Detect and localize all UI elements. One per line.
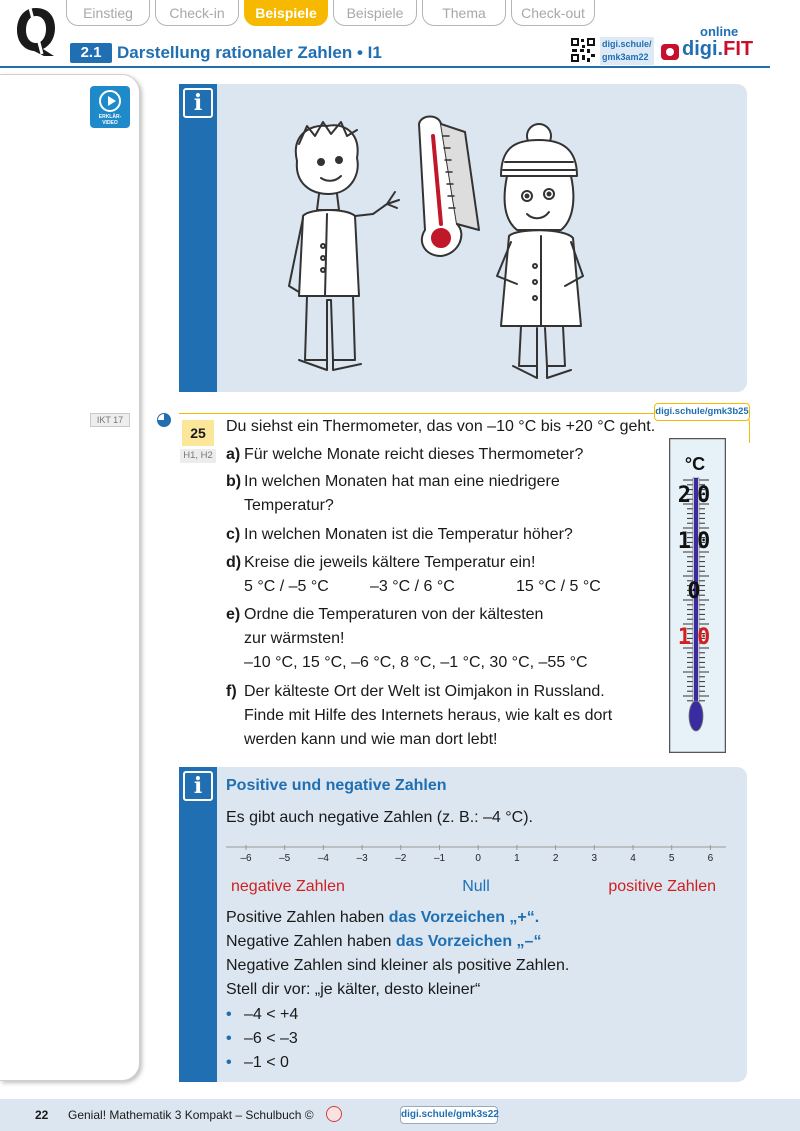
illustration-info-box xyxy=(179,84,747,392)
subtask-text-line2: zur wärmsten! xyxy=(244,630,345,647)
number-line-tick-label: 4 xyxy=(630,853,636,864)
tab-beispiele[interactable]: Beispiele xyxy=(333,0,417,26)
subtask-letter: d xyxy=(226,554,236,571)
negative-sign-rule xyxy=(226,931,541,953)
number-line-tick-label: –5 xyxy=(279,853,291,864)
comparison-bullet: • –4 < +4 xyxy=(226,1006,299,1023)
digifit-logo-icon xyxy=(660,43,680,61)
number-line-tick-label: –1 xyxy=(433,853,446,864)
subtask-text: Kreise die jeweils kältere Temperatur ein! xyxy=(244,554,536,571)
thermometer-drawing xyxy=(419,117,479,257)
subtask-text-line3: werden kann und wie man dort lebt! xyxy=(244,731,498,748)
digifit-suffix: FIT xyxy=(723,38,754,60)
video-label xyxy=(99,114,122,126)
number-line-tick-label: 2 xyxy=(552,853,559,864)
page-number: 22 xyxy=(35,1108,49,1122)
ikt-badge: IKT 17 xyxy=(90,413,130,427)
time-indicator-icon xyxy=(157,413,171,427)
subtask-b: b) In welchen Monaten hat man eine niedrigere Temperatur? xyxy=(226,470,241,494)
number-line-tick-label: –2 xyxy=(395,853,407,864)
number-line-tick-label: –6 xyxy=(240,853,252,864)
chapter-nav-tabs xyxy=(66,0,595,26)
info-title: Positive und negative Zahlen xyxy=(226,777,447,794)
rule-info-box xyxy=(179,767,747,1082)
info-icon: i xyxy=(183,88,213,118)
task-intro: Du siehst ein Thermometer, das von –10 °C bis +20 °C geht. xyxy=(226,418,656,435)
subtask-text: In welchen Monaten hat man eine niedrigere xyxy=(244,473,560,490)
number-line-ticks xyxy=(240,845,713,864)
subtask-text-line2: Temperatur? xyxy=(244,497,334,514)
publisher-seal-icon xyxy=(326,1106,342,1122)
thermometer-unit: °C xyxy=(684,454,706,474)
tab-check-in[interactable]: Check-in xyxy=(155,0,239,26)
page-footer xyxy=(0,1099,800,1131)
number-line xyxy=(226,845,731,905)
positive-numbers-label: positive Zahlen xyxy=(608,878,716,895)
subtask-text: Für welche Monate reicht dieses Thermometer? xyxy=(244,446,584,463)
footer-digi-link[interactable]: digi.schule/gmk3s22 xyxy=(400,1106,498,1124)
bullet-text: –1 < 0 xyxy=(244,1054,289,1071)
info-intro-line: Es gibt auch negative Zahlen (z. B.: –4 °C). xyxy=(226,809,533,826)
subtask-letter: f xyxy=(226,683,232,700)
publisher-logo-icon xyxy=(14,4,58,56)
book-title: Genial! Mathematik 3 Kompakt – Schulbuch © xyxy=(68,1108,314,1122)
comparison-bullet: • –6 < –3 xyxy=(226,1030,298,1047)
thermometer-scale xyxy=(669,438,726,753)
task-number: 25 xyxy=(182,420,214,446)
subtask-f: f) Der kälteste Ort der Welt ist Oimjakon in Russland. Finde mit Hilfe des Internets heraus, wie kalt es dort werden kann und wie man dort lebt! xyxy=(226,680,237,704)
subtask-text-line2: Finde mit Hilfe des Internets heraus, wie kalt es dort xyxy=(244,707,613,724)
temperature-pair-1: 5 °C / –5 °C xyxy=(244,578,329,595)
qr-link-label[interactable] xyxy=(600,37,654,65)
mnemonic-line: Stell dir vor: „je kälter, desto kleiner“ xyxy=(226,981,481,998)
negative-rule-text: Negative Zahlen haben xyxy=(226,933,396,950)
zero-label: Null xyxy=(462,878,490,895)
comparison-bullet: • –1 < 0 xyxy=(226,1054,289,1071)
task-digi-link[interactable]: digi.schule/gmk3b25 xyxy=(654,403,750,421)
margin-sidebar xyxy=(0,74,140,1081)
number-line-tick-label: 1 xyxy=(514,853,520,864)
thermometer-label-20: 20 xyxy=(677,483,717,508)
subtask-letter: e xyxy=(226,606,235,623)
number-line-tick-label: 3 xyxy=(591,853,598,864)
tab-check-out[interactable]: Check-out xyxy=(511,0,595,26)
number-line-tick-label: –4 xyxy=(317,853,329,864)
number-line-tick-label: 6 xyxy=(707,853,714,864)
info-bar xyxy=(179,767,217,1082)
subtask-letter: a xyxy=(226,446,235,463)
tab-thema[interactable]: Thema xyxy=(422,0,506,26)
number-line-tick-label: 0 xyxy=(475,853,481,864)
negative-rule-highlight: das Vorzeichen „–“ xyxy=(395,933,542,950)
tab-beispiele-active[interactable]: Beispiele xyxy=(244,0,328,26)
bullet-text: –6 < –3 xyxy=(244,1030,298,1047)
online-label: online xyxy=(700,24,739,39)
positive-rule-text: Positive Zahlen haben xyxy=(226,909,389,926)
thermometer-label-minus-10: 10 xyxy=(677,625,717,650)
digifit-logo-text[interactable] xyxy=(682,38,753,61)
subtask-e: e) Ordne die Temperaturen von der kältesten zur wärmsten! –10 °C, 15 °C, –6 °C, 8 °C, –1 °C, 30 °C, –55 °C xyxy=(226,603,240,627)
temperature-list: –10 °C, 15 °C, –6 °C, 8 °C, –1 °C, 30 °C, –55 °C xyxy=(244,654,588,671)
chapter-number-badge: 2.1 xyxy=(70,43,112,63)
positive-rule-highlight: das Vorzeichen „+“. xyxy=(388,909,540,926)
thermometer-label-0: 0 xyxy=(687,579,707,604)
qr-link-line1: digi.schule/ xyxy=(602,39,652,49)
explainer-video-button[interactable] xyxy=(90,86,130,128)
subtask-text: In welchen Monaten ist die Temperatur höher? xyxy=(244,526,573,543)
subtask-letter: c xyxy=(226,526,235,543)
subtask-c: c) In welchen Monaten ist die Temperatur höher? xyxy=(226,523,240,547)
comparison-rule: Negative Zahlen sind kleiner als positive Zahlen. xyxy=(226,957,570,974)
thermometer-label-10: 10 xyxy=(677,529,717,554)
girl-figure xyxy=(497,124,583,378)
task-competencies: H1, H2 xyxy=(180,449,216,463)
info-icon: i xyxy=(183,771,213,801)
tab-einstieg[interactable]: Einstieg xyxy=(66,0,150,26)
subtask-text: Der kälteste Ort der Welt ist Oimjakon in Russland. xyxy=(244,683,605,700)
qr-code-icon[interactable] xyxy=(570,37,596,63)
video-label-line2: VIDEO xyxy=(102,120,118,126)
boy-figure xyxy=(289,122,399,370)
subtask-d: d) Kreise die jeweils kältere Temperatur ein! 5 °C / –5 °C –3 °C / 6 °C 15 °C / 5 °C xyxy=(226,551,241,575)
number-line-tick-label: –3 xyxy=(356,853,368,864)
header-divider xyxy=(0,66,770,68)
video-label-line1: ERKLÄR- xyxy=(98,114,122,120)
info-bar xyxy=(179,84,217,392)
positive-sign-rule xyxy=(226,907,539,929)
temperature-pair-2: –3 °C / 6 °C xyxy=(370,578,455,595)
subtask-letter: b xyxy=(226,473,236,490)
play-icon xyxy=(99,90,121,112)
subtask-a: a) Für welche Monate reicht dieses Thermometer? xyxy=(226,443,240,467)
subtask-text: Ordne die Temperaturen von der kältesten xyxy=(244,606,544,623)
chapter-title: Darstellung rationaler Zahlen • I1 xyxy=(117,43,382,62)
number-line-tick-label: 5 xyxy=(668,853,675,864)
negative-numbers-label: negative Zahlen xyxy=(231,878,345,895)
thermometer-kids-illustration xyxy=(269,96,629,386)
bullet-text: –4 < +4 xyxy=(244,1006,299,1023)
digifit-prefix: digi. xyxy=(682,38,724,60)
temperature-pair-3: 15 °C / 5 °C xyxy=(516,578,601,595)
qr-link-line2: gmk3am22 xyxy=(602,52,649,62)
